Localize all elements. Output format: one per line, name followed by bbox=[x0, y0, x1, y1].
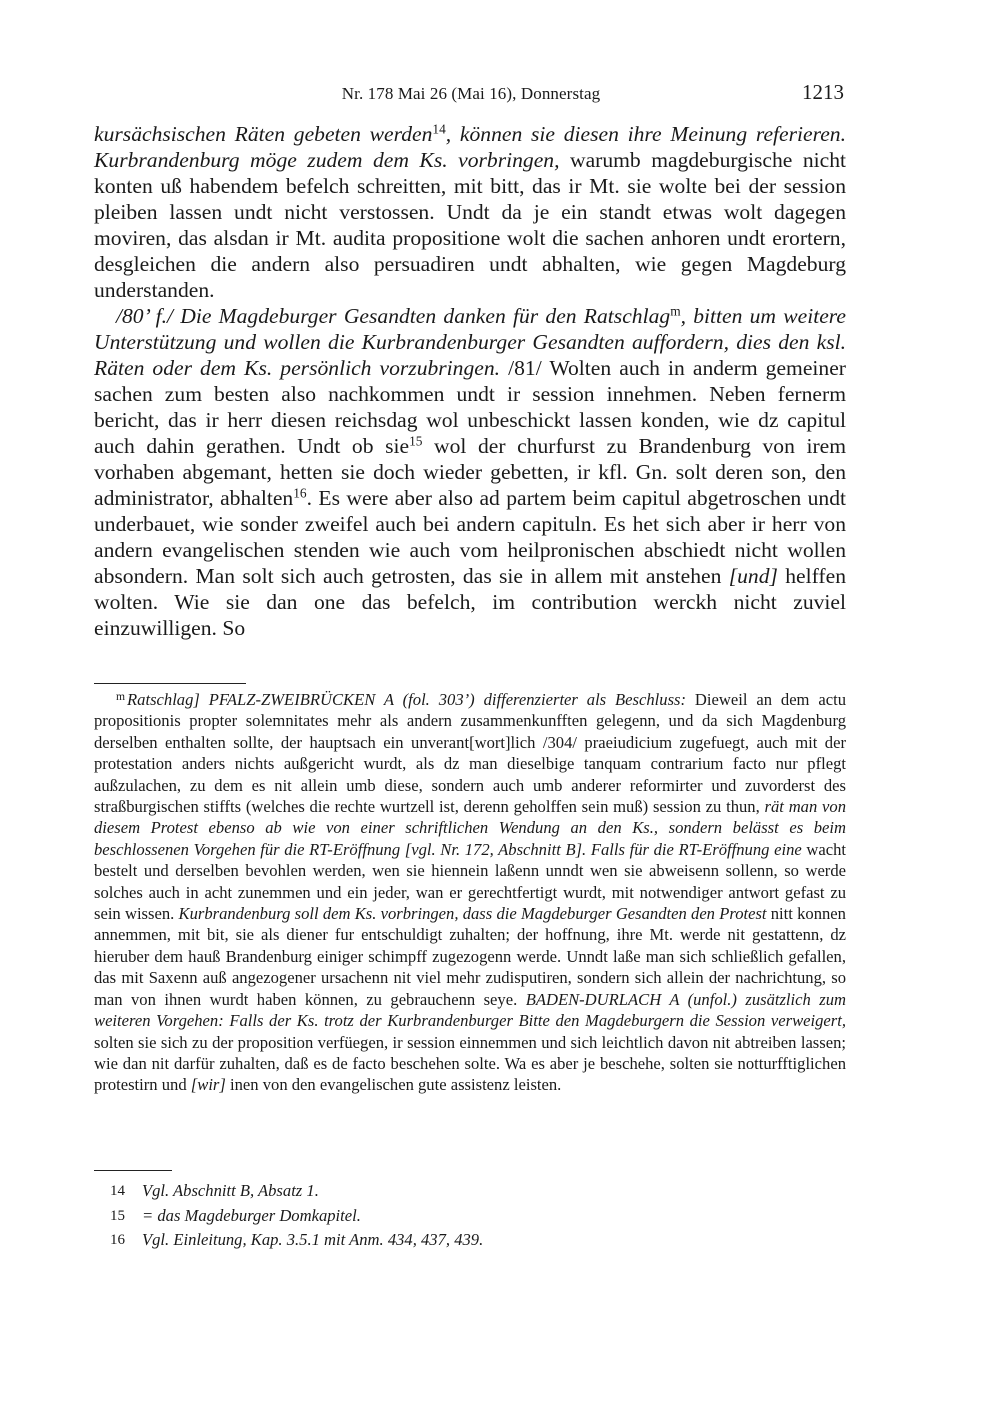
running-head: Nr. 178 Mai 26 (Mai 16), Donnerstag bbox=[341, 84, 601, 103]
note-number: 16 bbox=[110, 1232, 125, 1248]
footnote-rule bbox=[94, 683, 246, 684]
footnote-m bbox=[94, 689, 846, 1096]
footnote-ref-14[interactable]: 14 bbox=[432, 121, 446, 137]
note-number: 15 bbox=[110, 1207, 125, 1224]
paragraph-1 bbox=[94, 121, 846, 303]
italic-span: BADEN-DURLACH A (unfol.) zusätzlich zum weiteren Vorgehen: Falls der Ks. trotz der Kurbrandenburger Bitte den Magdeburgern die Session verweigert, bbox=[94, 989, 846, 1031]
note-text: Vgl. Abschnitt B, Absatz 1. bbox=[142, 1181, 319, 1200]
text-span: wol der churfurst zu Brandenburg von irem vorhaben abgemant, hetten sie doch wieder gebetten, ir kfl. Gn. solt deren son, den administrator, abhalten bbox=[94, 434, 847, 510]
italic-span: [und] bbox=[728, 564, 778, 588]
page-header bbox=[94, 80, 848, 110]
paragraph-2 bbox=[94, 303, 846, 641]
italic-span: /80’ f./ Die Magdeburger Gesandten danken für den Ratschlag bbox=[116, 304, 671, 328]
note-text: = das Magdeburger Domkapitel. bbox=[142, 1205, 361, 1225]
text-span: nitt konnen annemmen, mit bit, sie als diener fur entschuldigt zuhalten; der hoffnung, ihre Mt. werde nit gestattenn, dz hieruber dem hauß Brandenburg einiger schimpff zugezogenn werde. Unndt laße man sich schließlich gefallen, das mit Saxenn auß angezogener ursachenn nit viel mehr zudisputiren, sondern sich allein der nachrichtung, so man von ihnen wurdt haben können, zu gebrauchenn seye. bbox=[94, 904, 846, 1009]
notes-rule bbox=[94, 1170, 172, 1171]
italic-span: kursächsischen Räten gebeten werden bbox=[94, 122, 433, 146]
footnote-ref-m[interactable]: m bbox=[670, 303, 681, 319]
text-span: helffen wolten. Wie sie dan one das befelch, im contribution werckh nicht zuviel einzuwilligen. So bbox=[94, 564, 846, 640]
text-span: solten sie sich zu der proposition verfüegen, ir session einnemmen und sich leichtlich davon nit abtreiben lassen; wie dan nit darfür zuhalten, daß es de facto beschehen solte. Wa es aber je beschehe, solten sie notturfftiglichen protestirn und bbox=[94, 1032, 846, 1095]
footnote-m-text bbox=[94, 689, 846, 1096]
note-15 bbox=[110, 1204, 483, 1229]
italic-span: rät man von diesem Protest ebenso ab wie von einer schriftlichen Wendung an den Ks., sondern belässt es beim beschlossenen Vorgehen für die RT-Eröffnung [vgl. Nr. 172, Abschnitt B]. Falls für die RT-Eröffnung eine bbox=[94, 797, 847, 859]
footnote-ref-15[interactable]: 15 bbox=[409, 433, 423, 449]
main-text bbox=[94, 121, 846, 641]
note-16 bbox=[110, 1228, 483, 1253]
italic-span: Kurbrandenburg soll dem Ks. vorbringen, dass die Magdeburger Gesandten den Protest bbox=[178, 904, 767, 924]
text-span: . Es were aber also ad partem beim capitul abgetroschen undt underbauet, wie sonder zweifel auch bei andern capituln. Es het sich aber ir herr von andern evangelischen stenden wie auch vom heilpronischen abschiedt nicht wollen absondern. Man solt sich auch getrosten, das sie in allem mit anstehen bbox=[94, 486, 846, 588]
note-14 bbox=[110, 1179, 483, 1204]
note-text: Vgl. Einleitung, Kap. 3.5.1 mit Anm. 434, 437, 439. bbox=[142, 1230, 484, 1249]
italic-span: Ratschlag] PFALZ-ZWEIBRÜCKEN A (fol. 303’) differenzierter als Beschluss: bbox=[127, 690, 687, 709]
numbered-notes bbox=[110, 1179, 483, 1253]
text-span: Dieweil an dem actu propositionis propter solemnitates mehr als andern zusammenkunfften gelegenn, und da sich Magdenburg derselben enthalten sollte, der hauptsach ein unverant[wort]lich /304/ praeiudicium zugefuegt, auch mit der protestation anders nichts außgericht wurdt, als dz man dieselbige tanquam contrarium facto nur pflegt außzulachen, zu dem es nit allein umb diese, sondern auch umb anderer reformirter und zuvorderst des straßburgischen stiffts (welches die rechte wurtzell ist, derenn geholffen sein muß) session zu thun, bbox=[94, 690, 846, 817]
italic-span: , bitten um weitere Unterstützung und wollen die Kurbrandenburger Gesandten auffordern, dies den ksl. Räten oder dem Ks. persönlich vorzubringen. bbox=[94, 304, 846, 380]
italic-span: [wir] bbox=[190, 1075, 226, 1095]
note-number: 14 bbox=[110, 1183, 125, 1199]
page-number: 1213 bbox=[802, 80, 844, 104]
text-span: wacht bestelt und derselben bevohlen werden, wen sie hiennein laßenn unndt wen sie abweisenn sollenn, so werde solches auch in acht zunemmen und ein jeder, wan er gerechtfertigt wurdt, mit notwendiger antwort gefast zu sein wissen. bbox=[94, 839, 846, 924]
text-span: inen von den evangelischen gute assistenz leisten. bbox=[225, 1075, 562, 1095]
text-span: warumb magdeburgische nicht konten uß habendem befelch schreitten, mit bitt, das ir Mt. sie wolte bei der session pleiben lassen undt nicht verstossen. Undt da je ein standt etwas wolt dagegen moviren, das alsdan ir Mt. audita propositione wolt die sachen anhoren undt erortern, desgleichen die andern also persuadiren undt abhalten, wie gegen Magdeburg understanden. bbox=[94, 148, 846, 302]
text-span: /81/ Wolten auch in anderm gemeiner sachen zum besten also nachkommen undt ir session innehmen. Neben fernerm bericht, das ir herr diesen reichsdag wol unbeschickt lassen konden, wie dz capitul auch dahin gerathen. Undt ob sie bbox=[94, 356, 846, 458]
italic-span: , können sie diesen ihre Meinung referieren. Kurbrandenburg möge zudem dem Ks. vorbringen, bbox=[94, 122, 846, 172]
footnote-marker: m bbox=[116, 690, 126, 704]
footnote-ref-16[interactable]: 16 bbox=[293, 485, 307, 501]
